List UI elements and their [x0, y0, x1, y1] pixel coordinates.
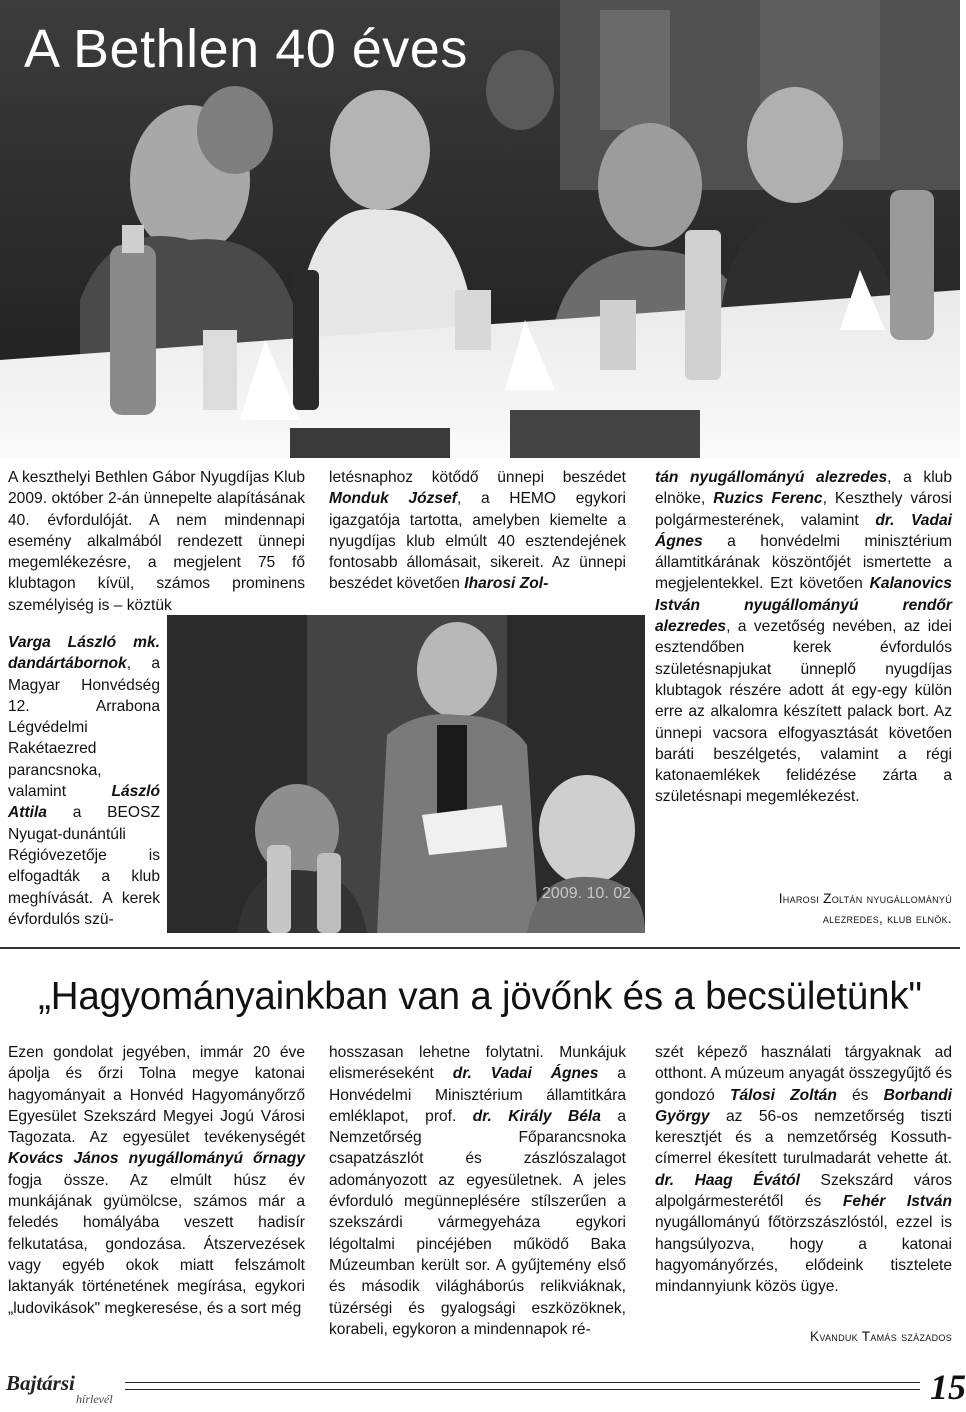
article2-col3-paragraph — [655, 1042, 952, 1298]
person-name: dr. Haag Évától — [655, 1171, 801, 1189]
text-run: a BEOSZ Nyugat-dunántúli Régióvezetője is elfogadták a klub meghívását. A kerek évfordulós szü- — [8, 804, 160, 928]
person-name: Kovács János nyugállományú őrnagy — [8, 1150, 305, 1168]
article1-col1-paragraph — [8, 467, 305, 616]
banquet-photo — [0, 0, 960, 458]
text-run: Ezen gondolat jegyében, immár 20 éve ápolja és őrzi Tolna megye katonai hagyományait a Honvéd Hagyományőrző Egyesület Szekszárd Megyei Jogú Városi Tagozata. Az egyesület tevékenységét — [8, 1044, 305, 1147]
page-number: 15 — [930, 1367, 966, 1407]
article2-col2-paragraph — [329, 1042, 626, 1340]
text-run: nyugállományú főtörzszászlóstól, ezzel is hangsúlyozva, hogy a katonai hagyományőrzés, elődeink tisztelete mindannyiunk közös ügye. — [655, 1214, 952, 1296]
signature-line-1: Iharosi Zoltán nyugállományú — [778, 891, 952, 906]
bajtarsi-logo — [6, 1373, 116, 1409]
person-name: Kalanovics István nyugállományú rendőr alezredes — [655, 575, 952, 636]
text-run: , Keszthely városi polgármesterének, valamint — [655, 490, 953, 529]
article1-column-2 — [329, 467, 626, 595]
logo-text: Bajtársi — [6, 1371, 75, 1395]
text-run: az 56-os nemzetőrség tiszti keresztjét és a nemzetőrség Kossuth-címerrel ékesített turulmadarát vehette át. — [655, 1107, 952, 1168]
section-divider — [0, 947, 960, 949]
person-name: Fehér István — [842, 1193, 952, 1211]
footer-rule — [125, 1382, 920, 1390]
person-name: Monduk József — [329, 490, 457, 508]
text-run: hosszasan lehetne folytatni. Munkájuk elismeréseként — [329, 1044, 626, 1083]
article2-title: „Hagyományainkban van a jövőnk és a becsületünk" — [38, 975, 922, 1018]
photo-date-stamp: 2009. 10. 02 — [542, 885, 631, 902]
article1-col3-paragraph — [655, 467, 952, 808]
text-run: A keszthelyi Bethlen Gábor Nyugdíjas Klub 2009. október 2-án ünnepelte alapításának 40. évfordulóját. A nem mindennapi esemény alkalmából rendezett ünnepi megemlékezésre, a megjelent 75 fő klubtagon kívül, számos prominens személyiség is – köztük — [8, 469, 305, 614]
person-name: dr. Vadai Ágnes — [655, 511, 952, 550]
article1-column-3 — [655, 467, 952, 808]
article1-col2-paragraph — [329, 467, 626, 595]
speaker-photo — [167, 615, 645, 933]
person-name: Ruzics Ferenc — [713, 490, 823, 508]
person-name: dr. Vadai Ágnes — [452, 1065, 599, 1083]
signature-line: Kvanduk Tamás százados — [810, 1329, 952, 1344]
article2-column-2 — [329, 1042, 626, 1340]
person-name: Borbandi György — [655, 1086, 953, 1125]
text-run: , a vezetőség nevében, az idei esztendőben kerek évfordulós születésnapjukat ünneplő nyugdíjas klubtagok részére adott át egy-egy külön erre az alkalomra készített palack bort. Az ünnepi vacsora elfogyasztását követően baráti beszélgetés, valamint a régi katonaemlékek felidézése zárta a születésnapi megemlékezést. — [655, 618, 952, 806]
text-run: a honvédelmi minisztérium államtitkárának köszöntőjét ismertette a megjelentekkel. Ezt követően — [655, 532, 952, 593]
article2-column-3 — [655, 1042, 952, 1298]
person-name: Tálosi Zoltán — [729, 1086, 837, 1104]
person-name: Varga László mk. dandártábornok — [8, 634, 160, 673]
article1-signature — [655, 889, 952, 929]
article2-column-1 — [8, 1042, 305, 1319]
text-run: a Nemzetőrség Főparancsnoka csapatzászlót és zászlószalagot adományozott az egyesületnek. A jeles évforduló megünneplésére stílszerűen a szekszárdi vármegyeháza egykori légoltalmi pincéjében működő Baka Múzeumban került sor. A gyűjtemény első és második világháborús relikviáknak, tüzérségi és gyalogsági eszközöknek, korabeli, egykoron a mindennapok ré- — [329, 1107, 626, 1338]
text-run: a Honvédelmi Minisztérium államtitkára emléklapot, prof. — [329, 1065, 626, 1125]
text-run: szét képező használati tárgyaknak ad otthont. A múzeum anyagát összegyűjtő és gondozó — [655, 1044, 952, 1104]
article-title: A Bethlen 40 éves — [24, 19, 468, 79]
text-run: Szekszárd város alpolgármesterétől és — [655, 1171, 952, 1211]
person-name: Iharosi Zol- — [464, 575, 549, 593]
signature-line-2: alezredes, klub elnök. — [822, 911, 952, 926]
person-name: tán nyugállományú alezredes — [655, 469, 888, 486]
text-run: letésnaphoz kötődő ünnepi beszédet — [329, 469, 626, 486]
text-run: és — [836, 1086, 869, 1104]
article2-signature — [655, 1327, 952, 1347]
logo-subtext: hírlevél — [76, 1392, 113, 1406]
article1-col1-continued — [8, 632, 160, 930]
article1-column-1 — [8, 467, 305, 616]
person-name: László Attila — [8, 783, 160, 822]
text-run: , a Magyar Honvédség 12. Arrabona Légvédelmi Rakétaezred parancsnoka, valamint — [8, 655, 160, 801]
article2-col1-paragraph — [8, 1042, 305, 1319]
text-run: , a klub elnöke, — [655, 469, 953, 508]
article1-column-1-narrow — [8, 632, 160, 930]
text-run: , a HEMO egykori igazgatója tartotta, amelyben kiemelte a nyugdíjas klub elmúlt 40 esztendejének fontosabb állomásait, sikereit. Az ünnepi beszédet követően — [329, 490, 626, 593]
text-run: fogja össze. Az elmúlt húsz év munkájának gyümölcse, számos már a feledés homályába veszett hadisír felkutatása, gondozása. Átszervezések vagy egyéb okok miatt felszámolt laktanyák történetének megírása, egykori „ludovikások" megkeresése, és a sort még — [8, 1171, 305, 1317]
person-name: dr. Király Béla — [472, 1107, 601, 1125]
